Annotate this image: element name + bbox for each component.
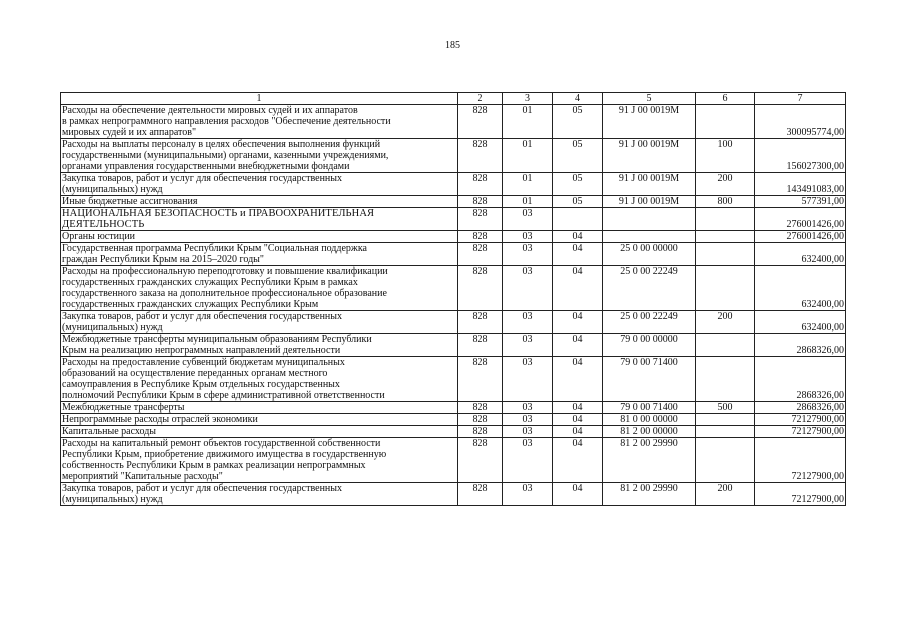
subsection-code: 04 [572, 483, 583, 494]
section-code-cell [503, 266, 553, 311]
target-article-code-cell [603, 196, 696, 208]
description-line: Закупка товаров, работ и услуг для обеспечения государственных [62, 311, 343, 322]
amount-cell [755, 196, 846, 208]
subsection-code-cell [553, 311, 603, 334]
row-description [61, 208, 458, 231]
header-cell-3: 3 [503, 93, 553, 105]
section-code: 03 [522, 426, 533, 437]
page-number: 185 [445, 40, 460, 51]
ministry-code: 828 [472, 414, 488, 425]
amount: 632400,00 [801, 254, 844, 265]
section-code: 01 [522, 173, 533, 184]
target-article-code-cell [603, 438, 696, 483]
subsection-code-cell [553, 483, 603, 506]
amount: 72127900,00 [791, 494, 844, 505]
target-article-code: 25 0 00 00000 [620, 243, 678, 254]
ministry-code-cell [458, 438, 503, 483]
amount-cell [755, 311, 846, 334]
description-line: (муниципальных) нужд [62, 184, 163, 195]
ministry-code-cell [458, 105, 503, 139]
row-description [61, 483, 458, 506]
table-row [61, 311, 846, 334]
ministry-code: 828 [472, 334, 488, 345]
ministry-code-cell [458, 208, 503, 231]
section-code: 03 [522, 334, 533, 345]
subsection-code-cell [553, 357, 603, 402]
subsection-code: 04 [572, 402, 583, 413]
subsection-code: 04 [572, 231, 583, 242]
description-line: (муниципальных) нужд [62, 494, 163, 505]
description-line: Расходы на капитальный ремонт объектов государственной собственности [62, 438, 381, 449]
description-line: Государственная программа Республики Крым "Социальная поддержка [62, 243, 367, 254]
section-code: 03 [522, 266, 533, 277]
amount-cell [755, 334, 846, 357]
expense-type-code-cell [696, 231, 755, 243]
ministry-code-cell [458, 196, 503, 208]
section-code-cell [503, 402, 553, 414]
subsection-code: 04 [572, 357, 583, 368]
expense-type-code: 500 [717, 402, 733, 413]
expense-type-code-cell [696, 357, 755, 402]
ministry-code: 828 [472, 402, 488, 413]
budget-table [60, 92, 846, 506]
amount: 156027300,00 [786, 161, 844, 172]
section-code: 03 [522, 243, 533, 254]
row-description [61, 438, 458, 483]
section-code: 03 [522, 311, 533, 322]
description-line: Расходы на профессиональную переподготовку и повышение квалификации [62, 266, 388, 277]
target-article-code-cell [603, 334, 696, 357]
subsection-code: 04 [572, 266, 583, 277]
expense-type-code-cell [696, 426, 755, 438]
section-code: 03 [522, 402, 533, 413]
subsection-code: 04 [572, 243, 583, 254]
table-header-row [61, 93, 846, 105]
ministry-code-cell [458, 414, 503, 426]
ministry-code: 828 [472, 243, 488, 254]
target-article-code: 81 2 00 29990 [620, 483, 678, 494]
description-line: государственного заказа на дополнительное профессиональное образование [62, 288, 387, 299]
subsection-code: 05 [572, 196, 583, 207]
section-code-cell [503, 231, 553, 243]
ministry-code-cell [458, 139, 503, 173]
section-code: 03 [522, 357, 533, 368]
amount: 2868326,00 [796, 390, 844, 401]
ministry-code-cell [458, 357, 503, 402]
table-row [61, 426, 846, 438]
subsection-code-cell [553, 438, 603, 483]
subsection-code-cell [553, 426, 603, 438]
section-code: 01 [522, 196, 533, 207]
table-row [61, 243, 846, 266]
section-code-cell [503, 334, 553, 357]
description-line: Расходы на выплаты персоналу в целях обеспечения выполнения функций [62, 139, 381, 150]
subsection-code-cell [553, 139, 603, 173]
table-row [61, 139, 846, 173]
description-line: Крым на реализацию непрограммных направлений деятельности [62, 345, 341, 356]
description-line: государственными (муниципальными) органами, казенными учреждениями, [62, 150, 389, 161]
row-description [61, 231, 458, 243]
amount-cell [755, 266, 846, 311]
ministry-code-cell [458, 266, 503, 311]
amount-cell [755, 139, 846, 173]
target-article-code-cell [603, 243, 696, 266]
ministry-code-cell [458, 173, 503, 196]
header-cell-4: 4 [553, 93, 603, 105]
amount: 72127900,00 [791, 414, 844, 425]
amount-cell [755, 414, 846, 426]
description-line: Закупка товаров, работ и услуг для обеспечения государственных [62, 173, 343, 184]
ministry-code: 828 [472, 357, 488, 368]
row-description [61, 105, 458, 139]
target-article-code-cell [603, 402, 696, 414]
row-description [61, 357, 458, 402]
table-row [61, 231, 846, 243]
table-row [61, 402, 846, 414]
description-line: Межбюджетные трансферты [62, 402, 185, 413]
header-cell-5: 5 [603, 93, 696, 105]
amount-cell [755, 231, 846, 243]
section-code-cell [503, 139, 553, 173]
expense-type-code-cell [696, 196, 755, 208]
expense-type-code: 100 [717, 139, 733, 150]
expense-type-code: 200 [717, 483, 733, 494]
subsection-code: 04 [572, 414, 583, 425]
amount-cell [755, 173, 846, 196]
table-row [61, 334, 846, 357]
amount-cell [755, 426, 846, 438]
target-article-code: 25 0 00 22249 [620, 311, 678, 322]
target-article-code-cell [603, 357, 696, 402]
description-line: мировых судей и их аппаратов" [62, 127, 197, 138]
ministry-code: 828 [472, 426, 488, 437]
amount: 72127900,00 [791, 426, 844, 437]
target-article-code: 91 J 00 0019M [618, 105, 680, 116]
description-line: в рамках непрограммного направления расходов "Обеспечение деятельности [62, 116, 391, 127]
header-cell-1: 1 [61, 93, 458, 105]
section-code: 03 [522, 483, 533, 494]
ministry-code: 828 [472, 139, 488, 150]
ministry-code: 828 [472, 266, 488, 277]
amount-cell [755, 105, 846, 139]
subsection-code-cell [553, 266, 603, 311]
expense-type-code-cell [696, 311, 755, 334]
description-line: (муниципальных) нужд [62, 322, 163, 333]
subsection-code: 05 [572, 105, 583, 116]
amount-cell [755, 208, 846, 231]
table-row [61, 357, 846, 402]
header-cell-6: 6 [696, 93, 755, 105]
header-cell-7: 7 [755, 93, 846, 105]
section-code: 01 [522, 139, 533, 150]
subsection-code: 05 [572, 173, 583, 184]
description-line: Иные бюджетные ассигнования [62, 196, 198, 207]
amount-cell [755, 402, 846, 414]
table-row [61, 208, 846, 231]
description-line: ДЕЯТЕЛЬНОСТЬ [62, 219, 145, 230]
ministry-code: 828 [472, 483, 488, 494]
expense-type-code-cell [696, 334, 755, 357]
target-article-code: 91 J 00 0019M [618, 196, 680, 207]
target-article-code-cell [603, 105, 696, 139]
description-line: Расходы на предоставление субвенций бюджетам муниципальных [62, 357, 345, 368]
table-row [61, 173, 846, 196]
subsection-code-cell [553, 173, 603, 196]
subsection-code: 05 [572, 139, 583, 150]
target-article-code-cell [603, 483, 696, 506]
subsection-code: 04 [572, 334, 583, 345]
target-article-code-cell [603, 231, 696, 243]
ministry-code-cell [458, 311, 503, 334]
description-line: собственность Республики Крым в рамках реализации непрограммных [62, 460, 366, 471]
description-line: Межбюджетные трансферты муниципальным образованиям Республики [62, 334, 372, 345]
row-description [61, 334, 458, 357]
subsection-code-cell [553, 231, 603, 243]
expense-type-code: 200 [717, 311, 733, 322]
expense-type-code-cell [696, 243, 755, 266]
description-line: государственных гражданских служащих Республики Крым в рамках [62, 277, 358, 288]
table-row [61, 196, 846, 208]
table-row [61, 483, 846, 506]
ministry-code: 828 [472, 196, 488, 207]
target-article-code-cell [603, 426, 696, 438]
target-article-code-cell [603, 311, 696, 334]
description-line: НАЦИОНАЛЬНАЯ БЕЗОПАСНОСТЬ и ПРАВООХРАНИТЕЛЬНАЯ [62, 208, 375, 219]
section-code: 03 [522, 438, 533, 449]
description-line: граждан Республики Крым на 2015–2020 годы" [62, 254, 264, 265]
ministry-code-cell [458, 402, 503, 414]
ministry-code: 828 [472, 438, 488, 449]
row-description [61, 402, 458, 414]
section-code-cell [503, 438, 553, 483]
section-code: 03 [522, 231, 533, 242]
amount: 300095774,00 [786, 127, 844, 138]
description-line: Республики Крым, приобретение движимого имущества в государственную [62, 449, 387, 460]
expense-type-code-cell [696, 414, 755, 426]
target-article-code: 91 J 00 0019M [618, 173, 680, 184]
amount: 2868326,00 [796, 402, 844, 413]
ministry-code-cell [458, 334, 503, 357]
target-article-code: 81 2 00 29990 [620, 438, 678, 449]
section-code-cell [503, 311, 553, 334]
subsection-code-cell [553, 414, 603, 426]
target-article-code: 79 0 00 00000 [620, 334, 678, 345]
description-line: самоуправления в Республике Крым отдельных государственных [62, 379, 340, 390]
subsection-code-cell [553, 334, 603, 357]
table-row [61, 105, 846, 139]
section-code-cell [503, 208, 553, 231]
description-line: государственных гражданских служащих Республики Крым [62, 299, 319, 310]
description-line: Закупка товаров, работ и услуг для обеспечения государственных [62, 483, 343, 494]
amount: 276001426,00 [786, 219, 844, 230]
section-code-cell [503, 196, 553, 208]
section-code: 03 [522, 208, 533, 219]
amount: 2868326,00 [796, 345, 844, 356]
ministry-code: 828 [472, 231, 488, 242]
subsection-code-cell [553, 208, 603, 231]
section-code-cell [503, 414, 553, 426]
section-code: 03 [522, 414, 533, 425]
description-line: Органы юстиции [62, 231, 136, 242]
target-article-code-cell [603, 139, 696, 173]
ministry-code-cell [458, 243, 503, 266]
table-row [61, 266, 846, 311]
description-line: образований на осуществление переданных органам местного [62, 368, 328, 379]
target-article-code: 81 0 00 00000 [620, 414, 678, 425]
description-line: Непрограммные расходы отраслей экономики [62, 414, 258, 425]
row-description [61, 196, 458, 208]
amount: 577391,00 [801, 196, 844, 207]
ministry-code-cell [458, 483, 503, 506]
table-body [61, 93, 846, 506]
amount: 276001426,00 [786, 231, 844, 242]
target-article-code: 79 0 00 71400 [620, 357, 678, 368]
target-article-code-cell [603, 208, 696, 231]
amount: 72127900,00 [791, 471, 844, 482]
description-line: Расходы на обеспечение деятельности мировых судей и их аппаратов [62, 105, 358, 116]
table-row [61, 414, 846, 426]
row-description [61, 266, 458, 311]
subsection-code: 04 [572, 438, 583, 449]
expense-type-code-cell [696, 105, 755, 139]
description-line: органами управления государственными внебюджетными фондами [62, 161, 350, 172]
ministry-code: 828 [472, 311, 488, 322]
amount: 632400,00 [801, 322, 844, 333]
subsection-code: 04 [572, 426, 583, 437]
target-article-code: 81 2 00 00000 [620, 426, 678, 437]
expense-type-code-cell [696, 173, 755, 196]
target-article-code-cell [603, 266, 696, 311]
amount-cell [755, 357, 846, 402]
description-line: Капитальные расходы [62, 426, 157, 437]
amount-cell [755, 438, 846, 483]
amount: 143491083,00 [786, 184, 844, 195]
subsection-code-cell [553, 243, 603, 266]
expense-type-code: 200 [717, 173, 733, 184]
header-cell-2: 2 [458, 93, 503, 105]
ministry-code: 828 [472, 173, 488, 184]
section-code-cell [503, 483, 553, 506]
amount-cell [755, 483, 846, 506]
expense-type-code-cell [696, 402, 755, 414]
section-code-cell [503, 105, 553, 139]
row-description [61, 426, 458, 438]
subsection-code-cell [553, 196, 603, 208]
description-line: мероприятий "Капитальные расходы" [62, 471, 223, 482]
target-article-code: 79 0 00 71400 [620, 402, 678, 413]
target-article-code: 25 0 00 22249 [620, 266, 678, 277]
expense-type-code-cell [696, 266, 755, 311]
row-description [61, 243, 458, 266]
expense-type-code: 800 [717, 196, 733, 207]
amount: 632400,00 [801, 299, 844, 310]
ministry-code: 828 [472, 208, 488, 219]
section-code-cell [503, 243, 553, 266]
description-line: полномочий Республики Крым в сфере административной ответственности [62, 390, 385, 401]
row-description [61, 311, 458, 334]
row-description [61, 414, 458, 426]
section-code: 01 [522, 105, 533, 116]
table-row [61, 438, 846, 483]
section-code-cell [503, 173, 553, 196]
subsection-code-cell [553, 105, 603, 139]
row-description [61, 139, 458, 173]
row-description [61, 173, 458, 196]
target-article-code: 91 J 00 0019M [618, 139, 680, 150]
ministry-code: 828 [472, 105, 488, 116]
ministry-code-cell [458, 426, 503, 438]
expense-type-code-cell [696, 139, 755, 173]
expense-type-code-cell [696, 208, 755, 231]
amount-cell [755, 243, 846, 266]
section-code-cell [503, 426, 553, 438]
expense-type-code-cell [696, 483, 755, 506]
subsection-code: 04 [572, 311, 583, 322]
target-article-code-cell [603, 173, 696, 196]
target-article-code-cell [603, 414, 696, 426]
section-code-cell [503, 357, 553, 402]
ministry-code-cell [458, 231, 503, 243]
subsection-code-cell [553, 402, 603, 414]
expense-type-code-cell [696, 438, 755, 483]
